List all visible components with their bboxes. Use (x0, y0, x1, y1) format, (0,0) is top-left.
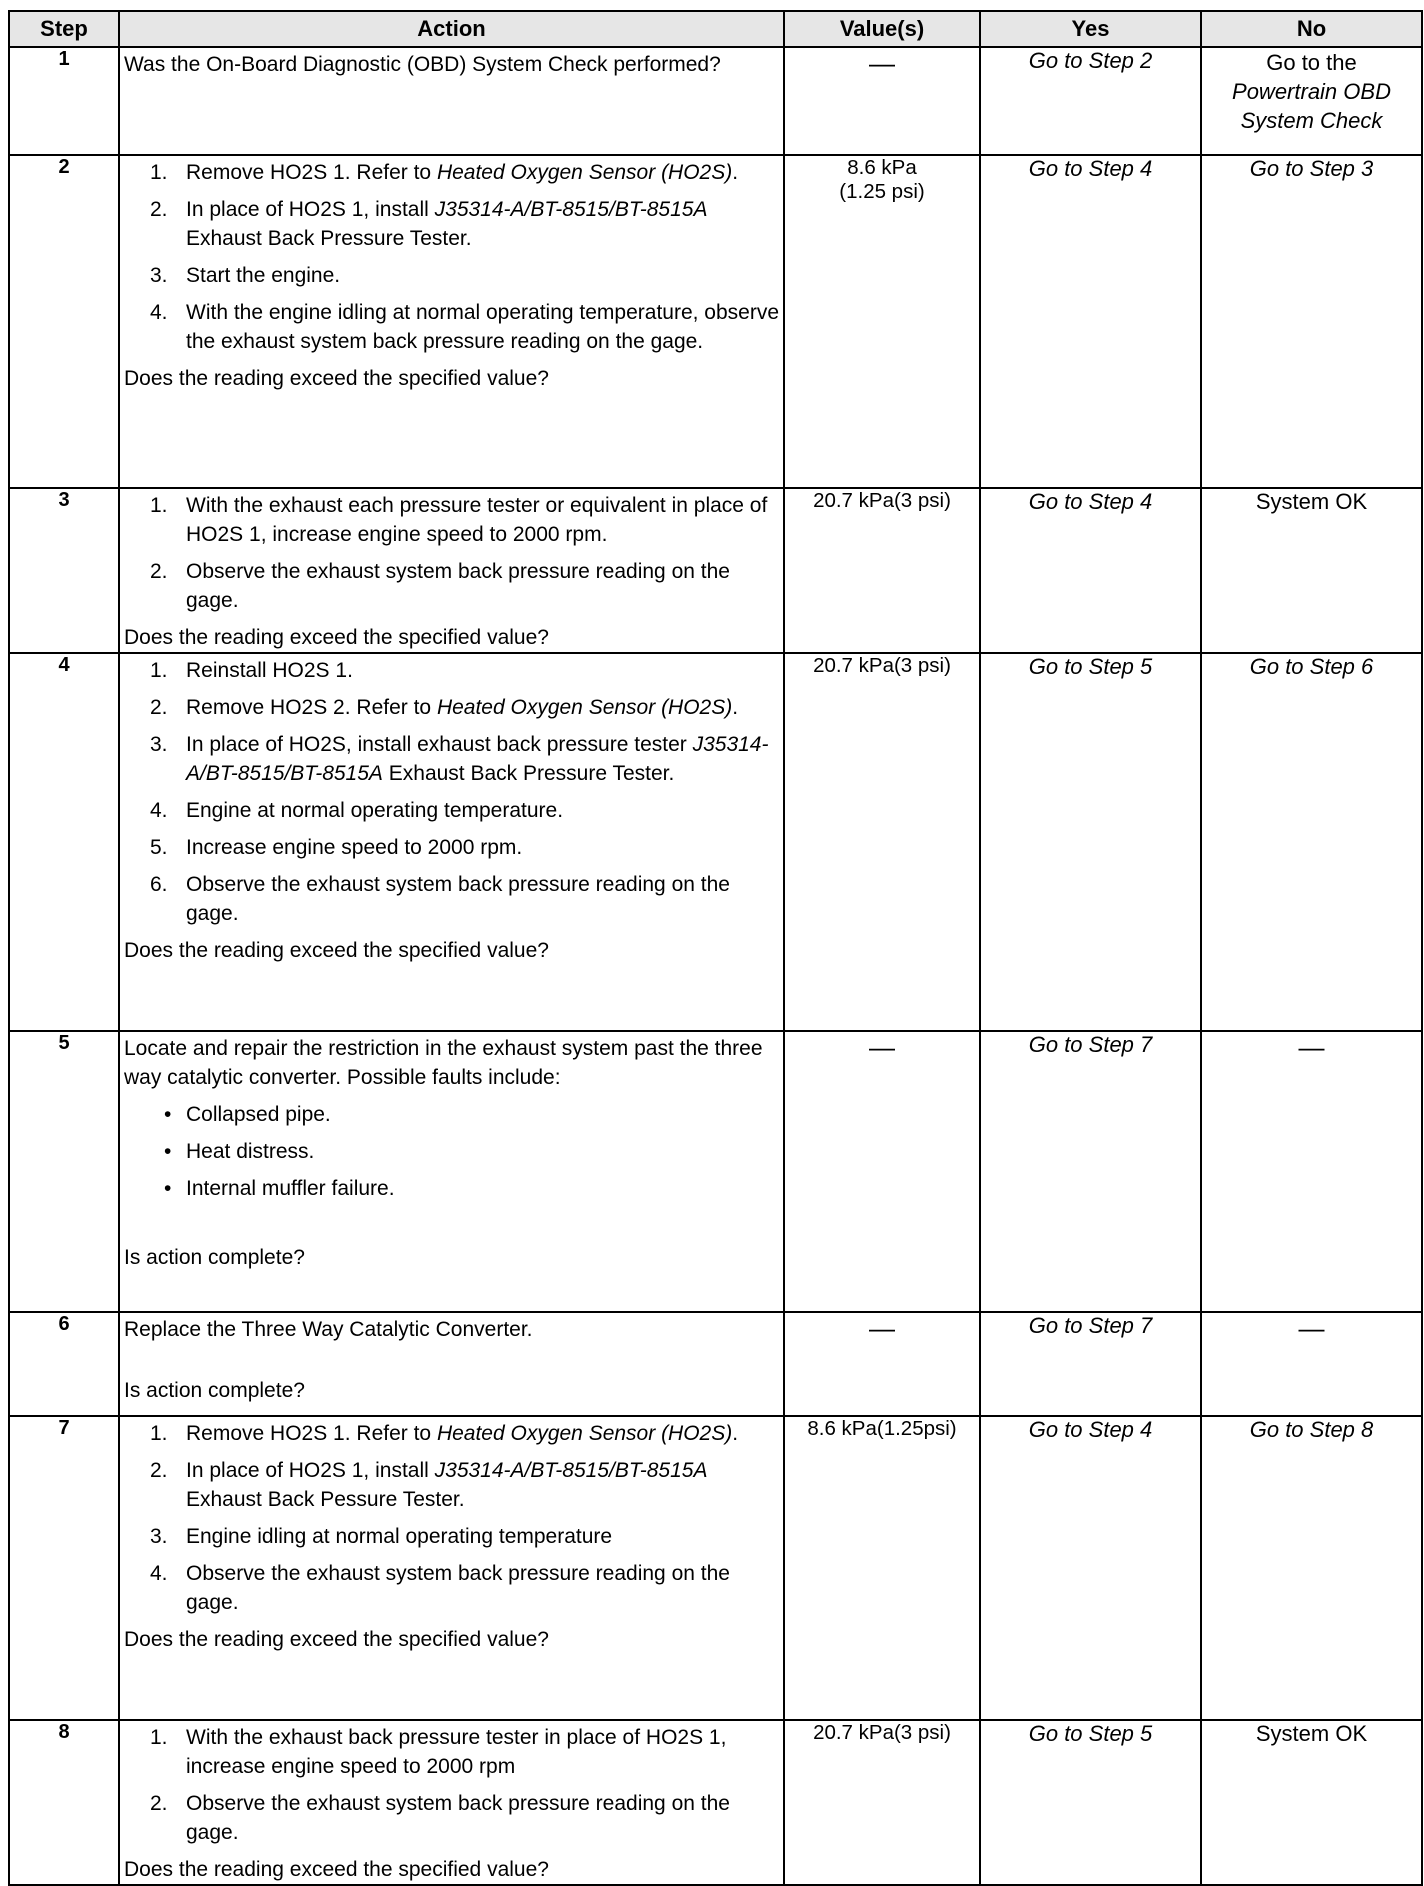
fault-item: • Heat distress. (164, 1140, 315, 1163)
step-number: 4 (9, 653, 119, 1031)
value-cell (784, 1416, 980, 1720)
step-number: 5 (9, 1031, 119, 1312)
fault-item: • Internal muffler failure. (164, 1177, 395, 1200)
value-text: 20.7 kPa(3 psi) (813, 489, 951, 512)
value-text: 20.7 kPa(3 psi) (813, 654, 951, 677)
table-row (9, 155, 1422, 488)
value-text: — (869, 1032, 895, 1062)
value-text: — (869, 48, 895, 78)
action-item: 3. Start the engine. (150, 264, 341, 287)
no-text: System OK (1255, 489, 1368, 514)
fault-item: • Collapsed pipe. (164, 1103, 331, 1126)
value-cell (784, 1031, 980, 1312)
action-cell (119, 1312, 784, 1416)
no-line: System Check (1240, 108, 1383, 133)
action-text: Replace the Three Way Catalytic Converter. (124, 1318, 533, 1341)
step-number: 8 (9, 1720, 119, 1885)
action-text: Was the On-Board Diagnostic (OBD) System Check performed? (124, 53, 721, 76)
action-steps (124, 491, 779, 615)
step-number: 3 (9, 488, 119, 653)
yes-text: Go to Step 5 (1028, 654, 1153, 679)
yes-cell (980, 488, 1201, 653)
no-cell (1201, 1031, 1422, 1312)
action-item: 3. In place of HO2S, install exhaust back pressure tester J35314-A/BT-8515/BT-8515A Exhaust Back Pressure Tester. (150, 733, 769, 785)
action-item: 3. Engine idling at normal operating temperature (150, 1525, 613, 1548)
action-item: 4. Engine at normal operating temperature. (150, 799, 564, 822)
table-row (9, 488, 1422, 653)
action-question: Does the reading exceed the specified value? (124, 626, 549, 649)
yes-cell (980, 1416, 1201, 1720)
yes-text: Go to Step 5 (1028, 1721, 1153, 1746)
no-cell (1201, 1720, 1422, 1885)
action-cell (119, 1720, 784, 1885)
yes-cell (980, 1720, 1201, 1885)
action-item: 1. Reinstall HO2S 1. (150, 659, 353, 682)
action-question: Does the reading exceed the specified value? (124, 939, 549, 962)
action-item: 6. Observe the exhaust system back pressure reading on the gage. (150, 873, 730, 925)
action-steps (124, 158, 779, 356)
value-cell (784, 155, 980, 488)
action-item: 4. Observe the exhaust system back pressure reading on the gage. (150, 1562, 730, 1614)
fault-list (124, 1100, 779, 1203)
action-cell (119, 155, 784, 488)
table-row (9, 653, 1422, 1031)
yes-cell (980, 1031, 1201, 1312)
action-item: 1. With the exhaust back pressure tester in place of HO2S 1, increase engine speed to 2000 rpm (150, 1726, 727, 1778)
table-row (9, 47, 1422, 155)
action-item: 2. Remove HO2S 2. Refer to Heated Oxygen Sensor (HO2S). (150, 696, 739, 719)
value-cell (784, 1720, 980, 1885)
no-text: — (1298, 1032, 1325, 1062)
action-question: Does the reading exceed the specified value? (124, 1858, 549, 1881)
action-item: 4. With the engine idling at normal operating temperature, observe the exhaust system back pressure reading on the gage. (150, 301, 780, 353)
step-number: 7 (9, 1416, 119, 1720)
header-no: No (1201, 11, 1422, 47)
step-number: 1 (9, 47, 119, 155)
header-row (9, 11, 1422, 47)
action-question: Does the reading exceed the specified value? (124, 367, 549, 390)
yes-cell (980, 47, 1201, 155)
no-cell (1201, 653, 1422, 1031)
diagnostic-table (8, 10, 1423, 1886)
action-question: Is action complete? (124, 1379, 305, 1402)
no-line: Go to the (1266, 50, 1357, 75)
table-row (9, 1416, 1422, 1720)
no-text: — (1298, 1313, 1325, 1343)
action-item: 2. Observe the exhaust system back pressure reading on the gage. (150, 560, 730, 612)
no-cell (1201, 1416, 1422, 1720)
yes-text: Go to Step 4 (1028, 489, 1153, 514)
table-row (9, 1720, 1422, 1885)
no-text: Go to Step 8 (1249, 1417, 1374, 1442)
value-cell (784, 1312, 980, 1416)
no-text: Go to Step 6 (1249, 654, 1374, 679)
no-line: Powertrain OBD (1232, 79, 1391, 104)
action-question: Is action complete? (124, 1246, 305, 1269)
value-cell (784, 488, 980, 653)
value-text: (1.25 psi) (839, 180, 925, 203)
yes-cell (980, 1312, 1201, 1416)
step-number: 6 (9, 1312, 119, 1416)
action-intro: Locate and repair the restriction in the exhaust system past the three way catalytic converter. Possible faults include: (124, 1037, 763, 1089)
action-cell (119, 1031, 784, 1312)
yes-cell (980, 653, 1201, 1031)
value-text: 8.6 kPa (847, 156, 917, 179)
value-cell (784, 653, 980, 1031)
yes-text: Go to Step 4 (1028, 156, 1153, 181)
value-text: 8.6 kPa(1.25psi) (807, 1417, 957, 1440)
yes-text: Go to Step 7 (1028, 1032, 1153, 1057)
action-item: 1. With the exhaust each pressure tester or equivalent in place of HO2S 1, increase engine speed to 2000 rpm. (150, 494, 768, 546)
no-text: Go to Step 3 (1249, 156, 1374, 181)
action-item: 1. Remove HO2S 1. Refer to Heated Oxygen Sensor (HO2S). (150, 1422, 739, 1445)
yes-text: Go to Step 4 (1028, 1417, 1153, 1442)
value-text: — (869, 1313, 895, 1343)
action-item: 1. Remove HO2S 1. Refer to Heated Oxygen Sensor (HO2S). (150, 161, 739, 184)
action-cell (119, 653, 784, 1031)
yes-cell (980, 155, 1201, 488)
action-steps (124, 656, 779, 928)
no-cell (1201, 1312, 1422, 1416)
yes-text: Go to Step 7 (1028, 1313, 1153, 1338)
action-item: 2. In place of HO2S 1, install J35314-A/BT-8515/BT-8515A Exhaust Back Pessure Tester. (150, 1459, 708, 1511)
action-question: Does the reading exceed the specified value? (124, 1628, 549, 1651)
step-number: 2 (9, 155, 119, 488)
header-step: Step (9, 11, 119, 47)
header-values: Value(s) (784, 11, 980, 47)
table-row (9, 1031, 1422, 1312)
action-steps (124, 1419, 779, 1617)
no-cell (1201, 155, 1422, 488)
action-item: 5. Increase engine speed to 2000 rpm. (150, 836, 523, 859)
header-yes: Yes (980, 11, 1201, 47)
action-item: 2. Observe the exhaust system back pressure reading on the gage. (150, 1792, 730, 1844)
header-action: Action (119, 11, 784, 47)
action-cell (119, 488, 784, 653)
no-text: System OK (1255, 1721, 1368, 1746)
action-cell (119, 47, 784, 155)
action-cell (119, 1416, 784, 1720)
yes-text: Go to Step 2 (1028, 48, 1153, 73)
table-row (9, 1312, 1422, 1416)
value-cell (784, 47, 980, 155)
action-item: 2. In place of HO2S 1, install J35314-A/BT-8515/BT-8515A Exhaust Back Pressure Tester. (150, 198, 708, 250)
no-cell (1201, 47, 1422, 155)
action-steps (124, 1723, 779, 1847)
no-cell (1201, 488, 1422, 653)
value-text: 20.7 kPa(3 psi) (813, 1721, 951, 1744)
